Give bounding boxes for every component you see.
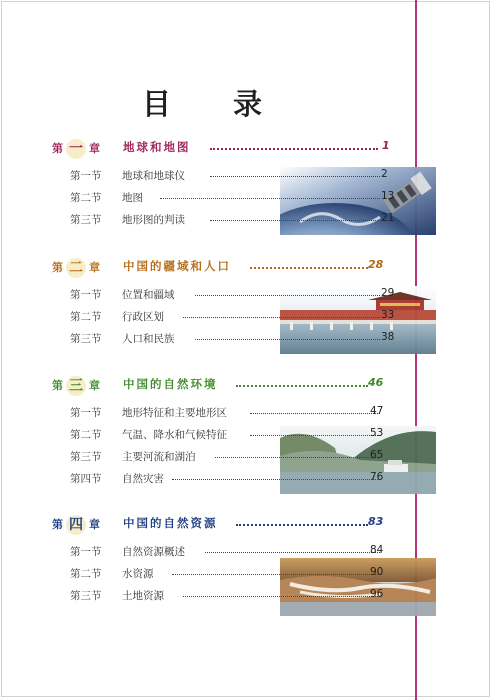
chapter-3-leader-dots (236, 385, 368, 387)
chapter-suffix: 章 (89, 142, 100, 155)
chapter-1 (0, 137, 420, 231)
section-page: 38 (381, 331, 395, 343)
section-page: 47 (370, 405, 384, 417)
chapter-1-leader-dots (210, 148, 378, 150)
toc-entry[interactable] (0, 306, 420, 328)
chapter-2-number (52, 258, 100, 278)
toc-entry[interactable] (0, 446, 420, 468)
leader-dots (205, 552, 380, 553)
section-title: 地形图的判读 (122, 214, 185, 226)
toc-entry[interactable] (0, 585, 420, 607)
chapter-2-sections (0, 284, 420, 350)
chapter-4-title: 中国的自然资源 (123, 516, 218, 530)
chapter-numeral: 三 (66, 376, 86, 396)
section-title: 地球和地球仪 (122, 170, 185, 182)
chapter-2-title: 中国的疆域和人口 (123, 259, 231, 273)
leader-dots (183, 596, 380, 597)
section-page: 90 (370, 566, 384, 578)
section-number: 第四节 (70, 473, 102, 485)
section-number: 第二节 (70, 429, 102, 441)
section-title: 行政区划 (122, 311, 164, 323)
leader-dots (215, 457, 380, 458)
section-title: 土地资源 (122, 590, 164, 602)
chapter-2 (0, 256, 420, 350)
chapter-3-title: 中国的自然环境 (123, 377, 218, 391)
chapter-3-page: 46 (368, 376, 384, 389)
toc-entry[interactable] (0, 468, 420, 490)
section-page: 96 (370, 588, 384, 600)
toc-entry[interactable] (0, 424, 420, 446)
section-page: 2 (381, 168, 388, 180)
chapter-4-number (52, 515, 100, 535)
chapter-prefix: 第 (52, 261, 63, 274)
chapter-numeral: 二 (66, 258, 86, 278)
chapter-numeral: 一 (66, 139, 86, 159)
section-number: 第三节 (70, 451, 102, 463)
chapter-prefix: 第 (52, 518, 63, 531)
section-page: 29 (381, 287, 395, 299)
section-number: 第一节 (70, 289, 102, 301)
toc-entry[interactable] (0, 209, 420, 231)
section-title: 自然资源概述 (122, 546, 185, 558)
leader-dots (195, 295, 380, 296)
chapter-3-sections (0, 402, 420, 490)
section-number: 第一节 (70, 170, 102, 182)
chapter-1-page: 1 (382, 139, 390, 152)
toc-entry[interactable] (0, 328, 420, 350)
page-title: 目 录 (141, 87, 289, 121)
toc-entry[interactable] (0, 187, 420, 209)
section-page: 33 (381, 309, 395, 321)
section-number: 第二节 (70, 311, 102, 323)
chapter-4-leader-dots (236, 524, 368, 526)
chapter-3-heading[interactable] (0, 374, 420, 396)
leader-dots (160, 198, 380, 199)
chapter-1-title: 地球和地图 (123, 140, 191, 154)
section-number: 第一节 (70, 407, 102, 419)
section-title: 地图 (122, 192, 143, 204)
chapter-3-number (52, 376, 100, 396)
section-number: 第三节 (70, 333, 102, 345)
chapter-1-sections (0, 165, 420, 231)
chapter-prefix: 第 (52, 379, 63, 392)
section-title: 自然灾害 (122, 473, 164, 485)
chapter-suffix: 章 (89, 518, 100, 531)
section-title: 气温、降水和气候特征 (122, 429, 227, 441)
chapter-4-sections (0, 541, 420, 607)
toc-entry[interactable] (0, 165, 420, 187)
section-number: 第二节 (70, 192, 102, 204)
chapter-1-heading[interactable] (0, 137, 420, 159)
leader-dots (172, 574, 380, 575)
chapter-suffix: 章 (89, 261, 100, 274)
toc-entry[interactable] (0, 563, 420, 585)
section-title: 水资源 (122, 568, 154, 580)
chapter-3 (0, 374, 420, 490)
chapter-suffix: 章 (89, 379, 100, 392)
leader-dots (210, 176, 380, 177)
section-page: 65 (370, 449, 384, 461)
toc-entry[interactable] (0, 284, 420, 306)
chapter-2-page: 28 (368, 258, 384, 271)
section-page: 84 (370, 544, 384, 556)
leader-dots (250, 435, 380, 436)
leader-dots (250, 413, 380, 414)
section-page: 21 (381, 212, 395, 224)
chapter-2-heading[interactable] (0, 256, 420, 278)
chapter-prefix: 第 (52, 142, 63, 155)
section-number: 第三节 (70, 590, 102, 602)
leader-dots (172, 479, 380, 480)
chapter-4-page: 83 (368, 515, 384, 528)
section-title: 位置和疆域 (122, 289, 175, 301)
leader-dots (183, 317, 380, 318)
section-number: 第三节 (70, 214, 102, 226)
section-title: 主要河流和湖泊 (122, 451, 196, 463)
chapter-2-leader-dots (250, 267, 368, 269)
section-page: 13 (381, 190, 395, 202)
section-number: 第二节 (70, 568, 102, 580)
toc-entry[interactable] (0, 541, 420, 563)
section-page: 53 (370, 427, 384, 439)
section-number: 第一节 (70, 546, 102, 558)
toc-entry[interactable] (0, 402, 420, 424)
leader-dots (210, 220, 380, 221)
chapter-4-heading[interactable] (0, 513, 420, 535)
leader-dots (195, 339, 380, 340)
section-page: 76 (370, 471, 384, 483)
chapter-4 (0, 513, 420, 607)
chapter-1-number (52, 139, 100, 159)
chapter-numeral: 四 (66, 515, 86, 535)
section-title: 人口和民族 (122, 333, 175, 345)
section-title: 地形特征和主要地形区 (122, 407, 227, 419)
